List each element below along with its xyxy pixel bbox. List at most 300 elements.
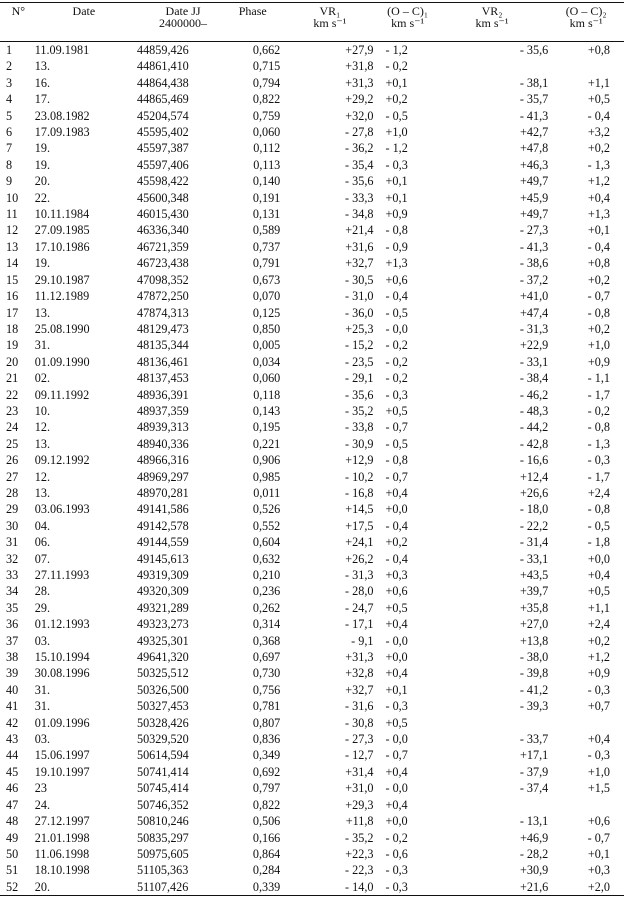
header-oc1-line2: km s⁻¹: [391, 16, 425, 30]
cell-vr2: - 41,3: [519, 108, 549, 123]
cell-oc1: - 0,0: [385, 732, 408, 747]
cell-oc1: +0,6: [385, 272, 408, 287]
cell-vr2: [436, 58, 549, 74]
cell-vr1: - 30,8: [345, 715, 374, 730]
cell-phase: 0,005: [252, 338, 281, 353]
cell-julian-date: 45204,574: [136, 108, 189, 123]
cell-vr2: - 16,6: [519, 453, 549, 468]
cell-vr1: - 35,2: [345, 830, 374, 845]
cell-vr1: - 35,4: [345, 157, 374, 172]
cell-phase: 0,166: [252, 830, 281, 845]
cell-number: 17: [6, 305, 19, 320]
header-phase: Phase: [238, 4, 267, 18]
cell-vr1: - 29,1: [345, 371, 374, 386]
cell-vr1: +12,9: [345, 453, 374, 468]
header-vr1-line2: km s⁻¹: [313, 16, 347, 30]
cell-date: 03.: [34, 732, 50, 747]
cell-oc2: +0,1: [587, 846, 610, 861]
cell-vr1: - 23,5: [345, 354, 374, 369]
cell-oc2: - 0,4: [587, 239, 610, 254]
cell-phase: 0,692: [252, 764, 281, 779]
cell-phase: 0,339: [252, 879, 281, 894]
table-row: [0, 370, 624, 386]
table-row: [0, 567, 624, 583]
cell-julian-date: 48135,344: [136, 338, 189, 353]
cell-julian-date: 49319,309: [136, 568, 189, 582]
table-row: [0, 879, 624, 896]
cell-number: 29: [6, 502, 19, 517]
cell-oc1: - 0,4: [385, 551, 408, 566]
table-row: [0, 42, 624, 59]
cell-number: 27: [6, 469, 19, 484]
cell-vr2: - 22,2: [519, 518, 549, 533]
cell-vr1: +31,0: [345, 781, 374, 796]
cell-oc1: - 0,7: [385, 420, 408, 435]
cell-oc1: - 0,2: [385, 830, 408, 845]
table-row: [0, 91, 624, 107]
cell-julian-date: 51107,426: [136, 879, 189, 894]
cell-vr2: - 37,4: [519, 781, 549, 796]
cell-date: 03.: [34, 633, 50, 648]
cell-number: 10: [6, 190, 19, 205]
table-row: [0, 173, 624, 189]
cell-number: 6: [6, 125, 13, 140]
cell-date: 15.10.1994: [34, 650, 90, 665]
cell-phase: 0,118: [253, 387, 281, 402]
cell-vr1: - 31,3: [345, 568, 374, 582]
cell-vr1: - 34,8: [345, 207, 374, 222]
cell-oc2: +0,9: [587, 666, 610, 681]
cell-phase: 0,589: [252, 223, 281, 238]
header-oc2-line1: (O – C)₂: [565, 4, 607, 18]
cell-date: 04.: [34, 518, 50, 533]
cell-oc2: +1,0: [587, 764, 610, 779]
table-row: [0, 830, 624, 846]
cell-number: 46: [6, 781, 19, 796]
header-oc1: [379, 3, 435, 42]
cell-vr2: - 31,4: [519, 535, 549, 550]
cell-oc1: +0,4: [385, 617, 408, 632]
cell-oc2: +0,4: [587, 732, 610, 747]
cell-oc2: +0,4: [587, 190, 610, 205]
cell-number: 52: [6, 879, 19, 894]
table-body: [0, 42, 624, 896]
cell-oc2: +0,2: [587, 272, 610, 287]
cell-vr2: +21,6: [520, 879, 549, 894]
cell-vr2: +45,9: [520, 190, 549, 205]
cell-oc2: - 1,7: [587, 387, 610, 402]
cell-number: 38: [6, 650, 19, 665]
cell-vr1: - 14,0: [345, 879, 374, 894]
cell-oc1: - 0,3: [385, 387, 408, 402]
cell-oc1: +0,0: [385, 814, 408, 829]
cell-oc2: +0,1: [587, 223, 610, 238]
cell-oc2: +1,1: [587, 75, 610, 90]
cell-number: 22: [6, 387, 19, 402]
cell-julian-date: 50327,453: [136, 699, 189, 714]
header-julian-date-line1: Date JJ: [165, 4, 201, 18]
cell-date: 12.: [34, 469, 50, 484]
cell-oc2: +1,0: [587, 338, 610, 353]
cell-julian-date: 49320,309: [136, 584, 189, 599]
cell-phase: 0,604: [252, 535, 281, 550]
cell-vr2: +47,8: [520, 141, 549, 156]
cell-vr1: - 33,8: [345, 420, 374, 435]
cell-oc1: +0,4: [385, 485, 408, 500]
cell-vr2: +43,5: [520, 568, 549, 582]
cell-vr1: - 28,0: [345, 584, 374, 599]
cell-vr1: +26,2: [345, 551, 374, 566]
cell-phase: 0,011: [253, 485, 281, 500]
cell-vr2: - 35,7: [519, 92, 549, 107]
table-row: [0, 665, 624, 681]
cell-oc2: - 1,3: [587, 157, 610, 172]
cell-oc2: +0,8: [587, 43, 610, 57]
cell-number: 32: [6, 551, 19, 566]
cell-phase: 0,756: [252, 682, 281, 697]
cell-oc1: - 0,5: [385, 108, 408, 123]
cell-julian-date: 49142,578: [136, 518, 189, 533]
cell-vr2: - 38,1: [519, 75, 549, 90]
cell-date: 19.: [34, 141, 50, 156]
cell-date: 13.: [34, 305, 50, 320]
cell-phase: 0,125: [252, 305, 281, 320]
cell-date: 03.06.1993: [34, 502, 90, 517]
cell-julian-date: 46721,359: [136, 239, 189, 254]
cell-vr1: - 15,2: [345, 338, 374, 353]
table-row: [0, 58, 624, 74]
table-row: [0, 731, 624, 747]
cell-julian-date: 47872,250: [136, 289, 189, 304]
cell-date: 23.08.1982: [34, 108, 90, 123]
table-row: [0, 222, 624, 238]
cell-number: 11: [6, 207, 18, 222]
cell-date: 09.12.1992: [34, 453, 90, 468]
cell-oc1: +0,4: [385, 764, 408, 779]
cell-date: 10.: [34, 403, 50, 418]
cell-vr2: - 41,2: [519, 682, 549, 697]
cell-vr1: +31,4: [345, 764, 374, 779]
cell-julian-date: 50810,246: [136, 814, 189, 829]
cell-number: 39: [6, 666, 19, 681]
cell-julian-date: 47098,352: [136, 272, 189, 287]
header-vr2-line1: VR₂: [481, 4, 503, 18]
cell-date: 19.10.1997: [34, 764, 90, 779]
cell-date: 12.: [34, 420, 50, 435]
table-row: [0, 846, 624, 862]
cell-date: 29.10.1987: [34, 272, 90, 287]
cell-phase: 0,822: [252, 92, 281, 107]
cell-vr1: +11,8: [345, 814, 374, 829]
table-row: [0, 633, 624, 649]
table-row: [0, 715, 624, 731]
cell-date: 20.: [34, 174, 50, 189]
cell-vr2: - 35,6: [519, 43, 549, 57]
cell-phase: 0,060: [252, 371, 281, 386]
cell-phase: 0,506: [252, 814, 281, 829]
header-oc2-line2: km s⁻¹: [569, 16, 603, 30]
table-row: [0, 583, 624, 599]
cell-vr1: - 30,9: [345, 436, 374, 451]
cell-phase: 0,314: [252, 617, 281, 632]
cell-oc2: [548, 715, 624, 731]
cell-oc1: - 0,4: [385, 518, 408, 533]
cell-vr2: +30,9: [520, 863, 549, 878]
cell-number: 50: [6, 846, 19, 861]
cell-phase: 0,113: [253, 157, 281, 172]
table-row: [0, 698, 624, 714]
cell-vr1: +22,3: [345, 846, 374, 861]
cell-phase: 0,797: [252, 781, 281, 796]
cell-date: 17.09.1983: [34, 125, 90, 140]
table-row: [0, 272, 624, 288]
header-date: Date: [72, 4, 96, 18]
cell-number: 33: [6, 568, 19, 582]
table-row: [0, 813, 624, 829]
cell-number: 21: [6, 371, 19, 386]
cell-date: 15.06.1997: [34, 748, 90, 763]
table-row: [0, 436, 624, 452]
cell-number: 36: [6, 617, 19, 632]
cell-julian-date: 44864,438: [136, 75, 189, 90]
cell-vr1: - 24,7: [345, 600, 374, 615]
header-oc1-line1: (O – C)₁: [387, 4, 429, 18]
cell-number: 4: [6, 92, 13, 107]
cell-vr2: - 13,1: [519, 814, 549, 829]
cell-julian-date: 50328,426: [136, 715, 189, 730]
cell-number: 47: [6, 797, 19, 812]
cell-julian-date: 50835,297: [136, 830, 189, 845]
table-row: [0, 288, 624, 304]
cell-vr2: - 38,4: [519, 371, 549, 386]
cell-julian-date: 48966,316: [136, 453, 189, 468]
cell-vr1: - 12,7: [345, 748, 374, 763]
cell-oc2: - 0,5: [587, 518, 610, 533]
cell-number: 34: [6, 584, 19, 599]
cell-julian-date: 44865,469: [136, 92, 189, 107]
cell-oc2: +0,5: [587, 584, 610, 599]
cell-oc2: - 0,7: [587, 289, 610, 304]
cell-phase: 0,236: [252, 584, 281, 599]
cell-phase: 0,195: [252, 420, 281, 435]
cell-oc1: - 0,2: [385, 338, 408, 353]
cell-phase: 0,632: [252, 551, 281, 566]
cell-oc1: - 0,7: [385, 469, 408, 484]
cell-date: 01.09.1990: [34, 354, 90, 369]
cell-number: 42: [6, 715, 19, 730]
cell-vr2: +22,9: [520, 338, 549, 353]
table-row: [0, 419, 624, 435]
cell-oc1: - 0,8: [385, 223, 408, 238]
table-row: [0, 157, 624, 173]
cell-julian-date: 50745,414: [136, 781, 189, 796]
cell-number: 45: [6, 764, 19, 779]
cell-julian-date: 44859,426: [136, 43, 189, 57]
cell-number: 37: [6, 633, 19, 648]
cell-number: 13: [6, 239, 19, 254]
cell-number: 31: [6, 535, 19, 550]
cell-number: 35: [6, 600, 19, 615]
cell-vr1: +32,7: [345, 682, 374, 697]
cell-julian-date: 45600,348: [136, 190, 189, 205]
cell-oc2: - 0,8: [587, 502, 610, 517]
cell-oc2: +0,9: [587, 354, 610, 369]
cell-phase: 0,112: [253, 141, 281, 156]
cell-date: 19.: [34, 256, 50, 271]
cell-vr2: - 31,3: [519, 321, 549, 336]
cell-date: 21.01.1998: [34, 830, 90, 845]
cell-phase: 0,794: [252, 75, 281, 90]
table-row: [0, 190, 624, 206]
cell-oc2: - 0,8: [587, 420, 610, 435]
cell-vr1: +31,3: [345, 650, 374, 665]
cell-julian-date: 49323,273: [136, 617, 189, 632]
cell-date: 27.12.1997: [34, 814, 90, 829]
cell-vr2: - 37,9: [519, 764, 549, 779]
table-row: [0, 452, 624, 468]
cell-oc2: +0,2: [587, 141, 610, 156]
cell-date: 28.: [34, 584, 50, 599]
cell-oc2: - 1,3: [587, 436, 610, 451]
cell-date: 30.08.1996: [34, 666, 90, 681]
cell-oc2: +1,1: [587, 600, 610, 615]
cell-oc2: +3,2: [587, 125, 610, 140]
cell-number: 19: [6, 338, 19, 353]
cell-oc1: +0,1: [385, 682, 408, 697]
cell-julian-date: 48937,359: [136, 403, 189, 418]
cell-oc2: +0,3: [587, 863, 610, 878]
cell-julian-date: 49141,586: [136, 502, 189, 517]
cell-number: 49: [6, 830, 19, 845]
cell-oc1: +0,2: [385, 535, 408, 550]
cell-vr1: - 22,3: [345, 863, 374, 878]
cell-vr2: - 44,2: [519, 420, 549, 435]
cell-oc1: +0,5: [385, 715, 408, 730]
cell-vr2: +26,6: [520, 485, 549, 500]
header-vr2-line2: km s⁻¹: [475, 16, 509, 30]
cell-phase: 0,284: [252, 863, 281, 878]
header-vr1: [280, 3, 379, 42]
cell-oc2: +1,2: [587, 174, 610, 189]
cell-oc2: +0,4: [587, 568, 610, 582]
cell-vr2: +27,0: [520, 617, 549, 632]
cell-oc1: +0,0: [385, 650, 408, 665]
cell-number: 1: [6, 43, 13, 57]
table-row: [0, 469, 624, 485]
cell-vr1: - 10,2: [345, 469, 374, 484]
cell-oc1: - 0,2: [385, 59, 408, 74]
cell-vr2: [436, 715, 549, 731]
cell-date: 13.: [34, 436, 50, 451]
table-row: [0, 124, 624, 140]
cell-vr1: - 35,6: [345, 387, 374, 402]
cell-oc2: +2,4: [587, 617, 610, 632]
cell-julian-date: 49641,320: [136, 650, 189, 665]
cell-number: 18: [6, 321, 19, 336]
cell-number: 26: [6, 453, 19, 468]
cell-number: 14: [6, 256, 19, 271]
cell-number: 5: [6, 108, 13, 123]
cell-phase: 0,836: [252, 732, 281, 747]
table-row: [0, 75, 624, 91]
cell-oc2: +0,2: [587, 321, 610, 336]
cell-julian-date: 50329,520: [136, 732, 189, 747]
cell-date: 11.12.1989: [34, 289, 90, 304]
cell-oc2: +0,7: [587, 699, 610, 714]
cell-julian-date: 45598,422: [136, 174, 189, 189]
cell-julian-date: 50741,414: [136, 764, 189, 779]
cell-oc2: +0,6: [587, 814, 610, 829]
cell-oc1: +0,1: [385, 190, 408, 205]
cell-vr1: - 30,5: [345, 272, 374, 287]
cell-phase: 0,850: [252, 321, 281, 336]
cell-vr2: - 48,3: [519, 403, 549, 418]
cell-vr1: - 9,1: [351, 633, 374, 648]
cell-date: 23: [34, 781, 47, 796]
cell-vr1: - 27,3: [345, 732, 374, 747]
cell-vr1: - 36,0: [345, 305, 374, 320]
cell-julian-date: 48936,391: [136, 387, 189, 402]
cell-julian-date: 45597,406: [136, 157, 189, 172]
cell-phase: 0,791: [252, 256, 281, 271]
cell-date: 06.: [34, 535, 50, 550]
table-row: [0, 764, 624, 780]
cell-oc1: - 0,5: [385, 436, 408, 451]
cell-vr2: +49,7: [520, 174, 549, 189]
cell-phase: 0,262: [252, 600, 281, 615]
cell-vr2: - 37,2: [519, 272, 549, 287]
cell-vr1: - 33,3: [345, 190, 374, 205]
cell-date: 17.10.1986: [34, 239, 90, 254]
cell-vr2: - 39,8: [519, 666, 549, 681]
cell-vr2: +35,8: [520, 600, 549, 615]
cell-julian-date: 48137,453: [136, 371, 189, 386]
cell-vr1: - 27,8: [345, 125, 374, 140]
cell-vr1: +14,5: [345, 502, 374, 517]
header-row: [0, 3, 624, 42]
cell-vr2: +47,4: [520, 305, 549, 320]
cell-oc1: +0,1: [385, 174, 408, 189]
cell-date: 31.: [34, 338, 50, 353]
cell-number: 43: [6, 732, 19, 747]
cell-number: 41: [6, 699, 19, 714]
cell-vr1: - 31,6: [345, 699, 374, 714]
cell-vr2: [436, 797, 549, 813]
cell-julian-date: 45597,387: [136, 141, 189, 156]
table-row: [0, 354, 624, 370]
cell-vr1: +32,0: [345, 108, 374, 123]
cell-vr2: - 38,6: [519, 256, 549, 271]
cell-phase: 0,807: [252, 715, 281, 730]
cell-date: 01.09.1996: [34, 715, 90, 730]
cell-number: 44: [6, 748, 19, 763]
cell-phase: 0,191: [252, 190, 281, 205]
cell-julian-date: 49145,613: [136, 551, 189, 566]
cell-julian-date: 51105,363: [136, 863, 189, 878]
table-row: [0, 206, 624, 222]
cell-phase: 0,221: [252, 436, 281, 451]
table-row: [0, 616, 624, 632]
cell-vr1: - 17,1: [345, 617, 374, 632]
cell-oc1: +0,5: [385, 600, 408, 615]
cell-vr2: +39,7: [520, 584, 549, 599]
cell-phase: 0,673: [252, 272, 281, 287]
cell-phase: 0,781: [252, 699, 281, 714]
cell-oc1: +1,3: [385, 256, 408, 271]
table-row: [0, 747, 624, 763]
cell-julian-date: 47874,313: [136, 305, 189, 320]
header-number: N°: [11, 4, 26, 18]
